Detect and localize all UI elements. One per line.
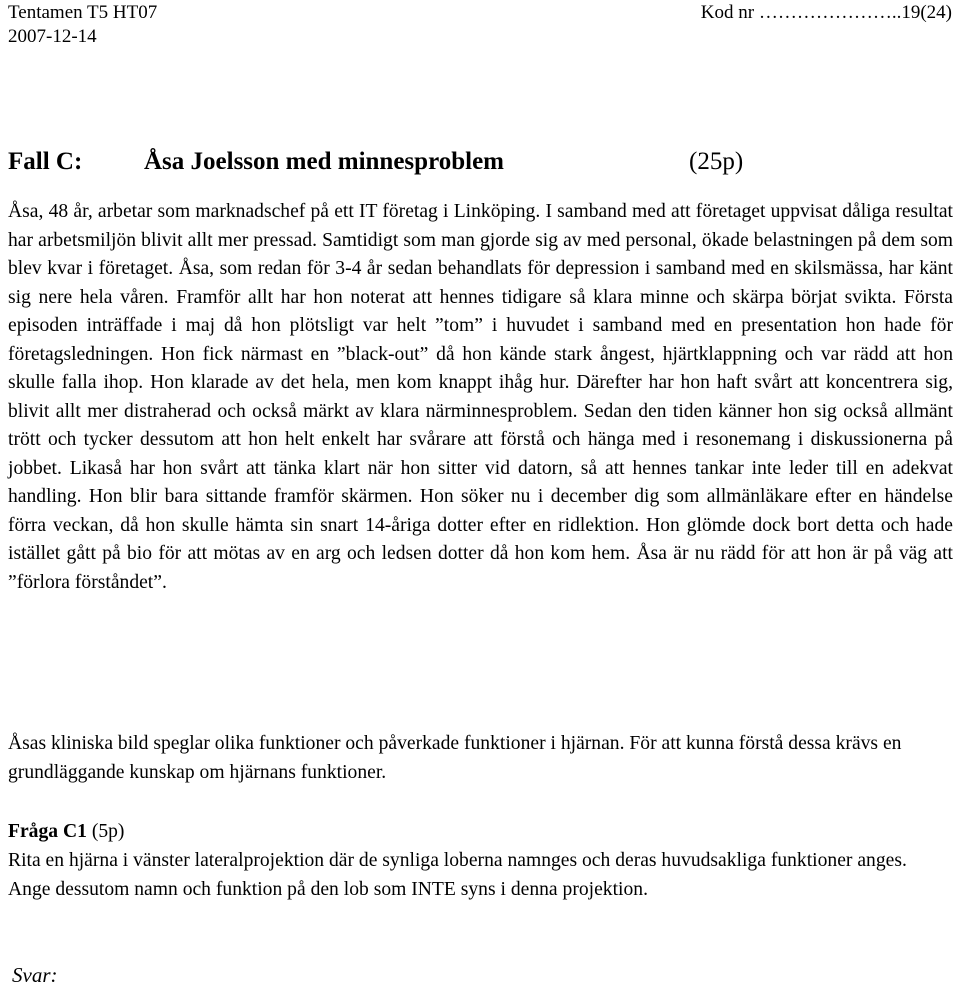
case-description: Åsa, 48 år, arbetar som marknadschef på ett IT företag i Linköping. I samband med att företaget uppvisat dåliga resultat har arbetsmiljön blivit allt mer pressad. Samtidigt som man gjorde sig av med personal, ökade belastningen på dem som blev kvar i företaget. Åsa, som redan för 3-4 år sedan behandlats för depression i samband med en skilsmässa, har känt sig nere hela våren. Framför allt har hon noterat att hennes tidigare så klara minne och skärpa börjat svikta. Första episoden inträffade i maj då hon plötsligt var helt ”tom” i huvudet i samband med en presentation hon hade för företagsledningen. Hon fick närmast en ”black-out” då hon kände stark ångest, hjärtklappning och var rädd att hon skulle falla ihop. Hon klarade av det hela, men kom knappt ihåg hur. Därefter har hon haft svårt att koncentrera sig, blivit allt mer distraherad och också märkt av klara närminnesproblem. Sedan den tiden känner hon sig också allmänt trött och tycker dessutom att hon helt enkelt har svårare att förstå och hänga med i resonemang i diskussionerna på jobbet. Likaså har hon svårt att tänka klart när hon sitter vid datorn, så att hennes tankar inte leder till en adekvat handling. Hon blir bara sittande framför skärmen. Hon söker nu i december dig som allmänläkare efter en händelse förra veckan, då hon skulle hämta sin snart 14-åriga dotter efter en ridlektion. Hon glömde dock bort detta och hade istället gått på bio för att mötas av en arg och ledsen dotter då hon kom hem. Åsa är nu rädd för att hon är på väg att ”förlora förståndet”. xyxy=(8,201,953,593)
case-points: (25p) xyxy=(689,148,744,175)
case-heading xyxy=(8,146,948,178)
case-name: Åsa Joelsson med minnesproblem xyxy=(144,148,504,175)
question-heading xyxy=(8,818,124,846)
case-intro: Åsas kliniska bild speglar olika funktioner och påverkade funktioner i hjärnan. För att kunna förstå dessa krävs en grundläggande kunskap om hjärnans funktioner. xyxy=(8,733,902,783)
case-label: Fall C: xyxy=(8,148,83,175)
exam-date: 2007-12-14 xyxy=(8,26,97,47)
answer-label: Svar: xyxy=(12,963,58,987)
question-title: Fråga C1 xyxy=(8,821,87,842)
question-points: (5p) xyxy=(91,821,125,842)
exam-title: Tentamen T5 HT07 xyxy=(8,2,158,23)
question-text: Rita en hjärna i vänster lateralprojektion där de synliga loberna namnges och deras huvudsakliga funktioner anges. Ange dessutom namn och funktion på den lob som INTE syns i denna projektion. xyxy=(8,850,907,900)
exam-code: Kod nr …………………..19(24) xyxy=(700,2,952,23)
